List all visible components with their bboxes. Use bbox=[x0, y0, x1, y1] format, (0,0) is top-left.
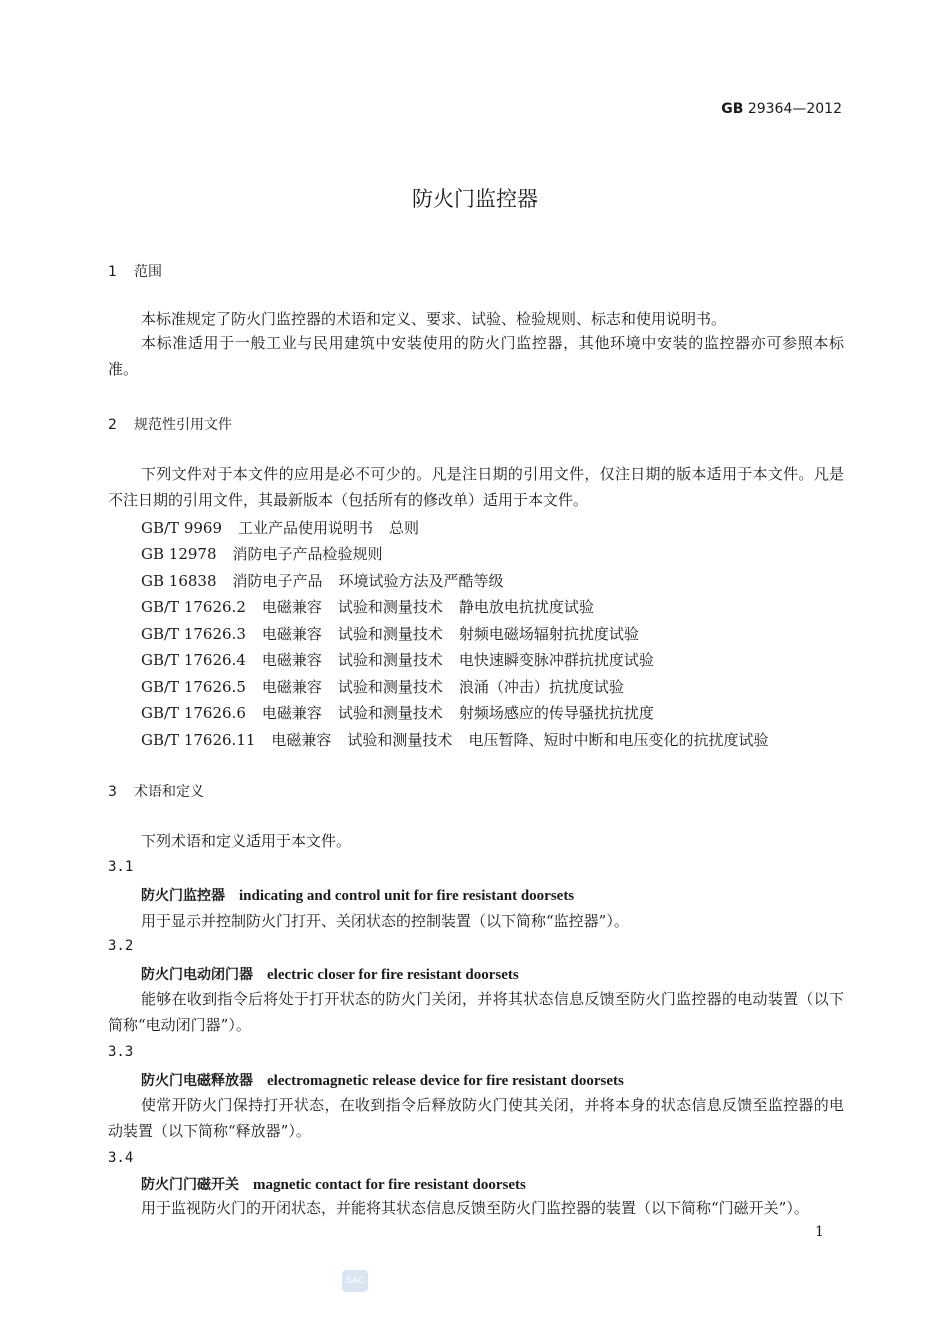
reference-item: GB/T 17626.6 电磁兼容 试验和测量技术 射频场感应的传导骚扰抗扰度 bbox=[141, 704, 654, 722]
section-2-paragraph: 下列文件对于本文件的应用是必不可少的。凡是注日期的引用文件，仅注日期的版本适用于本文件。凡是不注日期的引用文件，其最新版本（包括所有的修改单）适用于本文件。 bbox=[108, 465, 844, 509]
page-title: 防火门监控器 bbox=[412, 187, 538, 211]
term-number: 3.3 bbox=[108, 1044, 134, 1060]
reference-item: GB/T 17626.11 电磁兼容 试验和测量技术 电压暂降、短时中断和电压变化的抗扰度试验 bbox=[141, 731, 769, 749]
reference-item: GB 16838 消防电子产品 环境试验方法及严酷等级 bbox=[141, 572, 504, 590]
term-definition: 用于监视防火门的开闭状态，并能将其状态信息反馈至防火门监控器的装置（以下简称“门磁开关”）。 bbox=[141, 1199, 809, 1217]
term-number: 3.1 bbox=[108, 859, 134, 875]
term-heading: 防火门监控器 indicating and control unit for fire resistant doorsets bbox=[141, 888, 575, 904]
term-definition: 能够在收到指令后将处于打开状态的防火门关闭，并将其状态信息反馈至防火门监控器的电动装置（以下简称“电动闭门器”）。 bbox=[108, 990, 844, 1034]
sac-watermark-logo: SAC bbox=[342, 1270, 368, 1292]
term-heading: 防火门电动闭门器 electric closer for fire resistant doorsets bbox=[141, 967, 519, 983]
section-1-paragraph-1: 本标准规定了防火门监控器的术语和定义、要求、试验、检验规则、标志和使用说明书。 bbox=[141, 310, 727, 328]
term-number: 3.2 bbox=[108, 938, 134, 954]
section-3-intro: 下列术语和定义适用于本文件。 bbox=[141, 832, 352, 850]
term-definition: 用于显示并控制防火门打开、关闭状态的控制装置（以下简称“监控器”）。 bbox=[141, 912, 629, 930]
page-number: 1 bbox=[815, 1224, 824, 1240]
section-2-heading: 2 规范性引用文件 bbox=[108, 417, 232, 433]
term-definition: 使常开防火门保持打开状态，在收到指令后释放防火门使其关闭，并将本身的状态信息反馈至监控器的电动装置（以下简称“释放器”）。 bbox=[108, 1096, 844, 1140]
reference-item: GB/T 9969 工业产品使用说明书 总则 bbox=[141, 519, 420, 537]
reference-item: GB/T 17626.3 电磁兼容 试验和测量技术 射频电磁场辐射抗扰度试验 bbox=[141, 625, 639, 643]
section-3-heading: 3 术语和定义 bbox=[108, 784, 204, 800]
term-heading: 防火门门磁开关 magnetic contact for fire resistant doorsets bbox=[141, 1177, 526, 1193]
term-number: 3.4 bbox=[108, 1150, 134, 1166]
reference-item: GB 12978 消防电子产品检验规则 bbox=[141, 545, 383, 563]
reference-item: GB/T 17626.5 电磁兼容 试验和测量技术 浪涌（冲击）抗扰度试验 bbox=[141, 678, 624, 696]
section-1-paragraph-2: 本标准适用于一般工业与民用建筑中安装使用的防火门监控器，其他环境中安装的监控器亦可参照本标准。 bbox=[108, 334, 844, 378]
section-1-heading: 1 范围 bbox=[108, 264, 162, 280]
term-heading: 防火门电磁释放器 electromagnetic release device for fire resistant doorsets bbox=[141, 1073, 624, 1089]
reference-item: GB/T 17626.2 电磁兼容 试验和测量技术 静电放电抗扰度试验 bbox=[141, 598, 594, 616]
standard-number: GB 29364—2012 bbox=[721, 101, 842, 117]
reference-item: GB/T 17626.4 电磁兼容 试验和测量技术 电快速瞬变脉冲群抗扰度试验 bbox=[141, 651, 654, 669]
